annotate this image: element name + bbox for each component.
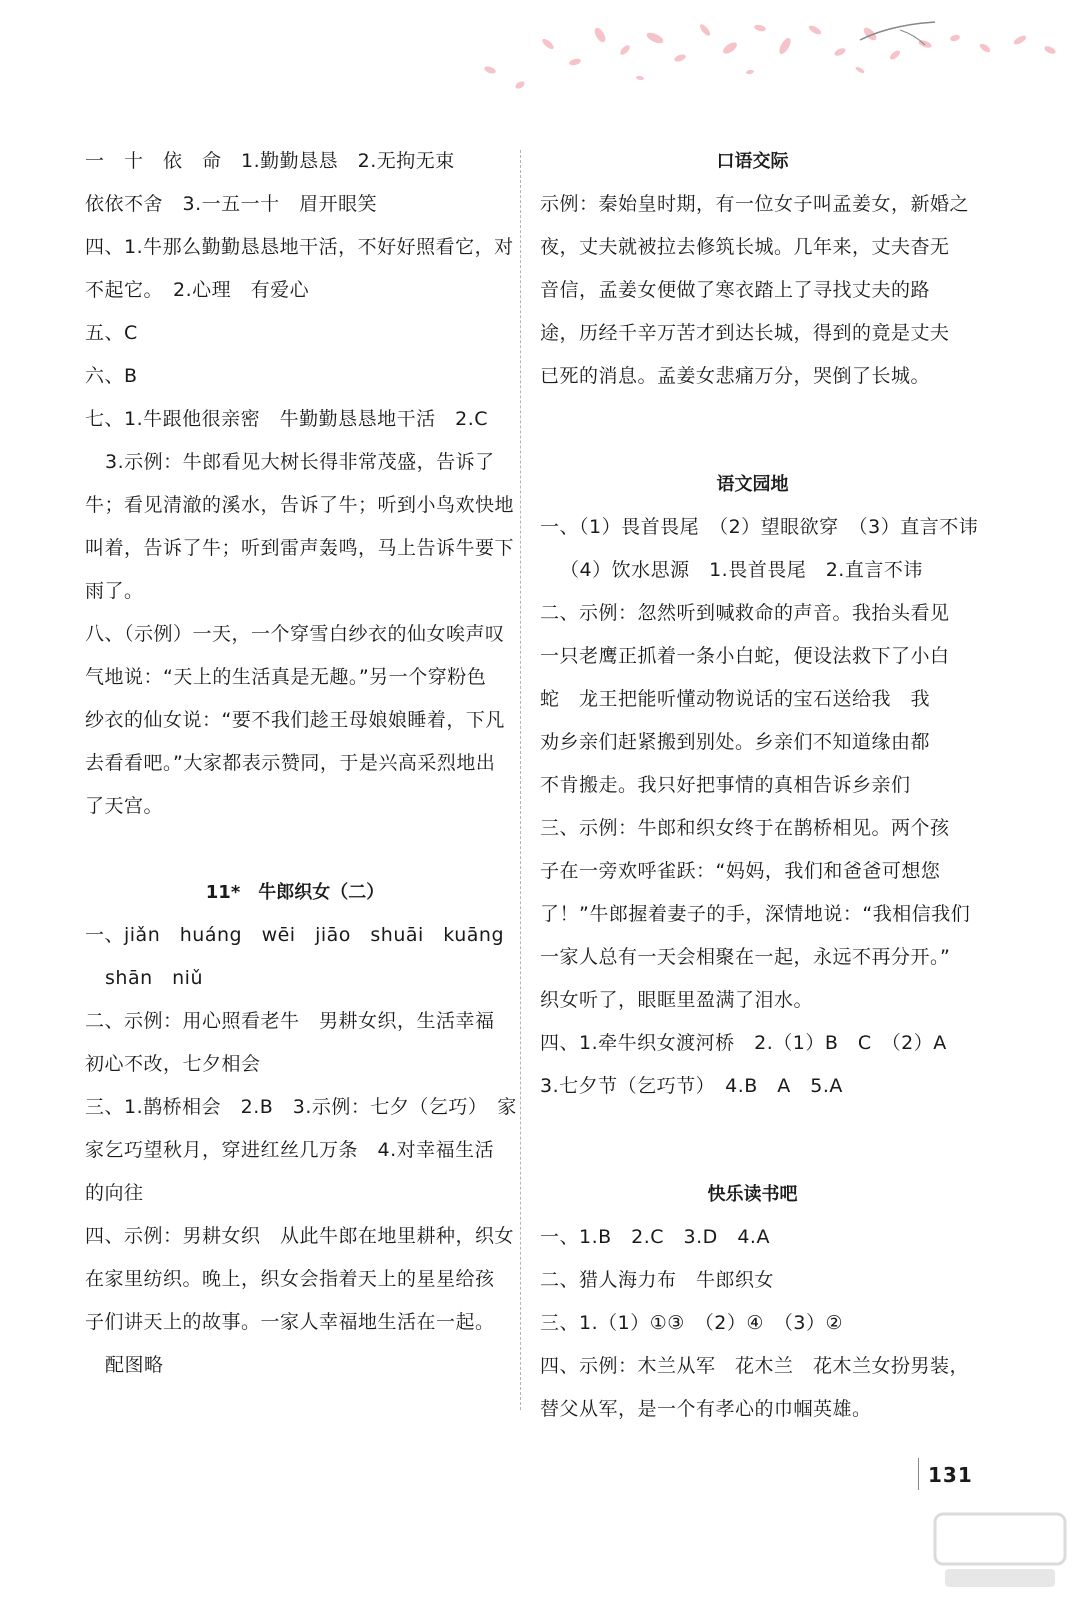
answer-line: 的向往	[85, 1182, 144, 1204]
answer-line: 不肯搬走。我只好把事情的真相告诉乡亲们	[540, 774, 911, 796]
right-column	[540, 140, 979, 1431]
answer-line: 初心不改，七夕相会	[85, 1053, 261, 1075]
answer-line: 一家人总有一天会相聚在一起，永远不再分开。”	[540, 946, 951, 968]
answer-line: 不起它。 2.心理 有爱心	[85, 279, 310, 301]
answer-line: 蛇 龙王把能听懂动物说话的宝石送给我 我	[540, 688, 931, 710]
answer-line: 了！”牛郎握着妻子的手，深情地说：“我相信我们	[540, 903, 971, 925]
answer-line: 家乞巧望秋月，穿进红丝几万条 4.对幸福生活	[85, 1139, 495, 1161]
answer-line: 叫着，告诉了牛；听到雷声轰鸣，马上告诉牛要下	[85, 537, 515, 559]
cherry-blossom-decoration	[0, 0, 1085, 120]
answer-line: 一 十 依 命 1.勤勤恳恳 2.无拘无束	[85, 150, 455, 172]
answer-line: 四、示例：木兰从军 花木兰 花木兰女扮男装，	[540, 1355, 970, 1377]
answer-line: 四、1.牛那么勤勤恳恳地干活，不好好照看它，对	[85, 236, 514, 258]
answer-line: 子们讲天上的故事。一家人幸福地生活在一起。	[85, 1311, 495, 1333]
answer-line: 子在一旁欢呼雀跃：“妈妈，我们和爸爸可想您	[540, 860, 941, 882]
answer-line: 五、C	[85, 322, 138, 344]
spacer	[85, 828, 505, 871]
answer-line: （4）饮水思源 1.畏首畏尾 2.直言不讳	[560, 559, 923, 581]
answer-line: 劝乡亲们赶紧搬到别处。乡亲们不知道缘由都	[540, 731, 931, 753]
section-heading: 11* 牛郎织女（二）	[205, 882, 385, 903]
answer-line: 替父从军，是一个有孝心的巾帼英雄。	[540, 1398, 872, 1420]
answer-line: 雨了。	[85, 580, 144, 602]
answer-line: 四、1.牵牛织女渡河桥 2.（1）B C （2）A	[540, 1032, 947, 1054]
spacer	[540, 1108, 965, 1173]
answer-line: 三、示例：牛郎和织女终于在鹊桥相见。两个孩	[540, 817, 950, 839]
section-heading: 口语交际	[716, 151, 789, 172]
answer-line: 示例：秦始皇时期，有一位女子叫孟姜女，新婚之	[540, 193, 970, 215]
answer-line: 三、1.（1）①③ （2）④ （3）②	[540, 1312, 844, 1334]
answer-line: 六、B	[85, 365, 138, 387]
answer-line: 一只老鹰正抓着一条小白蛇，便设法救下了小白	[540, 645, 950, 667]
answer-line: 已死的消息。孟姜女悲痛万分，哭倒了长城。	[540, 365, 931, 387]
section-heading: 快乐读书吧	[707, 1184, 798, 1205]
answer-line: 3.七夕节（乞巧节） 4.B A 5.A	[540, 1075, 843, 1097]
answer-line: 依依不舍 3.一五一十 眉开眼笑	[85, 193, 378, 215]
answer-line: 音信，孟姜女便做了寒衣踏上了寻找丈夫的路	[540, 279, 931, 301]
watermark-logo	[925, 1504, 1075, 1594]
answer-line: 一、jiǎn huáng wēi jiāo shuāi kuāng	[85, 924, 505, 946]
answer-line: 牛；看见清澈的溪水，告诉了牛；听到小鸟欢快地	[85, 494, 515, 516]
answer-line: 纱衣的仙女说：“要不我们趁王母娘娘睡着，下凡	[85, 709, 505, 731]
answer-line: 二、示例：忽然听到喊救命的声音。我抬头看见	[540, 602, 950, 624]
answer-line: 一、1.B 2.C 3.D 4.A	[540, 1226, 770, 1248]
section-heading: 语文园地	[716, 474, 789, 495]
left-column	[85, 140, 517, 1387]
answer-line: 夜，丈夫就被拉去修筑长城。几年来，丈夫杳无	[540, 236, 950, 258]
page-number: 131	[928, 1463, 973, 1487]
answer-line: 八、（示例）一天，一个穿雪白纱衣的仙女唉声叹	[85, 623, 505, 645]
answer-line: 途，历经千辛万苦才到达长城，得到的竟是丈夫	[540, 322, 950, 344]
answer-line: 气地说：“天上的生活真是无趣。”另一个穿粉色	[85, 666, 487, 688]
answer-line: 四、示例：男耕女织 从此牛郎在地里耕种，织女	[85, 1225, 515, 1247]
answer-line: shān niǔ	[105, 967, 203, 989]
answer-line: 七、1.牛跟他很亲密 牛勤勤恳恳地干活 2.C	[85, 408, 489, 430]
answer-line: 在家里纺织。晚上，织女会指着天上的星星给孩	[85, 1268, 495, 1290]
answer-line: 二、猎人海力布 牛郎织女	[540, 1269, 775, 1291]
answer-line: 3.示例：牛郎看见大树长得非常茂盛，告诉了	[105, 451, 495, 473]
answer-line: 织女听了，眼眶里盈满了泪水。	[540, 989, 814, 1011]
answer-line: 去看看吧。”大家都表示赞同，于是兴高采烈地出	[85, 752, 496, 774]
page-number-rule	[918, 1458, 919, 1490]
answer-line: 了天宫。	[85, 795, 164, 817]
answer-line: 一、（1）畏首畏尾 （2）望眼欲穿 （3）直言不讳	[540, 516, 979, 538]
column-divider	[520, 150, 521, 1410]
answer-line: 三、1.鹊桥相会 2.B 3.示例：七夕（乞巧） 家	[85, 1096, 517, 1118]
answer-line: 二、示例：用心照看老牛 男耕女织，生活幸福	[85, 1010, 495, 1032]
answer-line: 配图略	[105, 1354, 164, 1376]
spacer	[540, 398, 965, 463]
